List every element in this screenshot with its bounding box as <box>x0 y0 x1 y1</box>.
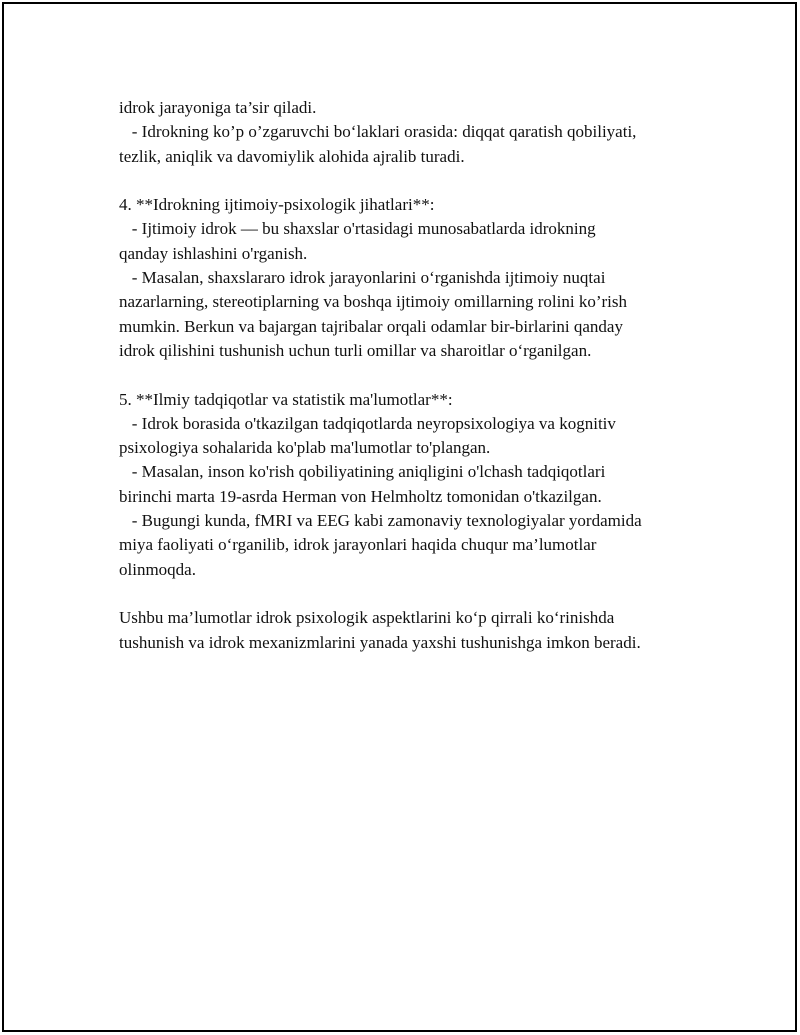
section-heading: 5. **Ilmiy tadqiqotlar va statistik ma'lumotlar**: <box>119 389 453 409</box>
text-line: mumkin. Berkun va bajargan tajribalar orqali odamlar bir-birlarini qanday <box>119 316 623 336</box>
text-line: - Idrok borasida o'tkazilgan tadqiqotlarda neyropsixologiya va kognitiv <box>119 413 616 433</box>
text-line: qanday ishlashini o'rganish. <box>119 243 308 263</box>
paragraph-spacer <box>119 169 719 193</box>
text-line: idrok jarayoniga ta’sir qiladi. <box>119 98 317 117</box>
text-line: tushunish va idrok mexanizmlarini yanada yaxshi tushunishga imkon beradi. <box>119 632 641 652</box>
paragraph-section-5 <box>119 388 719 582</box>
text-line: idrok qilishini tushunish uchun turli omillar va sharoitlar o‘rganilgan. <box>119 340 592 360</box>
text-line: psixologiya sohalarida ko'plab ma'lumotlar to'plangan. <box>119 438 491 458</box>
document-body <box>119 96 719 655</box>
paragraph-spacer <box>119 582 719 606</box>
text-line: nazarlarning, stereotiplarning va boshqa ijtimoiy omillarning rolini ko’rish <box>119 292 627 312</box>
paragraph-spacer <box>119 363 719 387</box>
text-line: miya faoliyati o‘rganilib, idrok jarayonlari haqida chuqur ma’lumotlar <box>119 535 597 555</box>
text-line: - Bugungi kunda, fMRI va EEG kabi zamonaviy texnologiyalar yordamida <box>119 511 642 531</box>
text-line: Ushbu ma’lumotlar idrok psixologik aspektlarini ko‘p qirrali ko‘rinishda <box>119 608 615 628</box>
text-line: birinchi marta 19-asrda Herman von Helmholtz tomonidan o'tkazilgan. <box>119 486 602 506</box>
section-heading: 4. **Idrokning ijtimoiy-psixologik jihatlari**: <box>119 195 435 215</box>
text-line: tezlik, aniqlik va davomiylik alohida ajralib turadi. <box>119 146 465 166</box>
text-line: - Idrokning ko’p o’zgaruvchi bo‘laklari orasida: diqqat qaratish qobiliyati, <box>119 122 637 142</box>
text-line: - Ijtimoiy idrok — bu shaxslar o'rtasidagi munosabatlarda idrokning <box>119 219 596 239</box>
text-line: - Masalan, shaxslararo idrok jarayonlarini o‘rganishda ijtimoiy nuqtai <box>119 268 606 288</box>
text-line: - Masalan, inson ko'rish qobiliyatining aniqligini o'lchash tadqiqotlari <box>119 462 606 482</box>
paragraph-conclusion <box>119 606 719 655</box>
paragraph-intro <box>119 96 719 169</box>
document-page <box>2 2 797 1032</box>
paragraph-section-4 <box>119 193 719 363</box>
text-line: olinmoqda. <box>119 559 196 579</box>
